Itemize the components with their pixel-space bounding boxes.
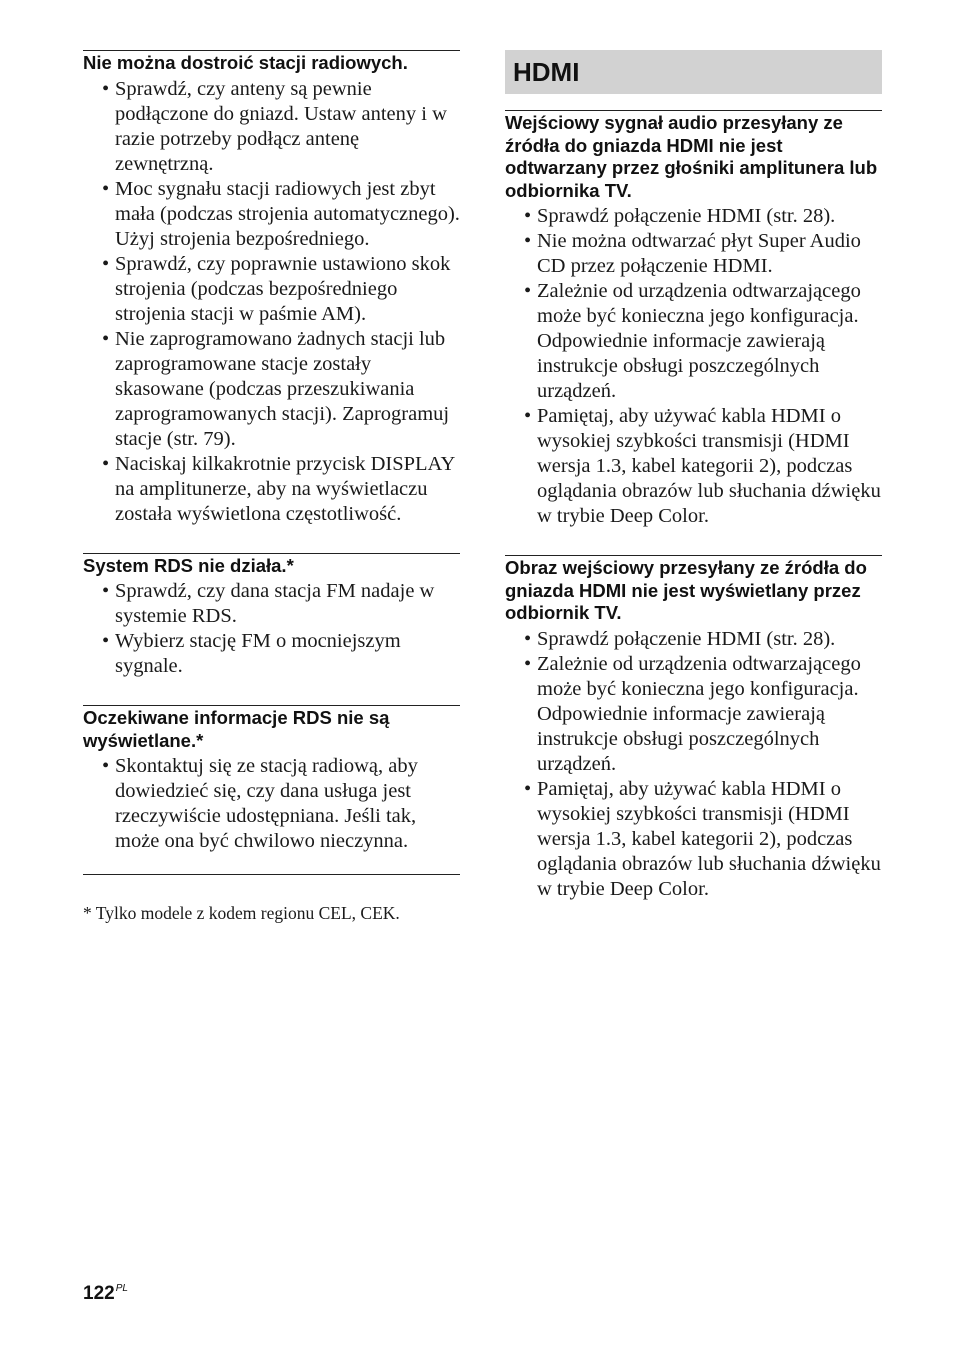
bullet-list [83,579,460,679]
section-heading: Oczekiwane informacje RDS nie są wyświetlane.* [83,707,390,751]
bullet-icon: • [102,580,110,602]
bullet-icon: • [102,327,110,350]
list-item: • Skontaktuj się ze stacją radiową, aby dowiedzieć się, czy dana usługa jest rzeczywiście udostępniana. Jeśli tak, może ona być chwilowo nieczynna. [102,755,418,852]
bullet-list [83,77,460,527]
page-number: $122^{PL}$ [83,1283,128,1304]
left-column [83,50,460,924]
language-marker: PL [115,1283,128,1294]
bullet-icon: • [524,627,532,650]
bullet-list [505,627,882,902]
list-item: • Zależnie od urządzenia odtwarzającego może być konieczna jego konfiguracja. Odpowiednie informacje zawierają instrukcje obsługi poszczególnych urządzeń. [524,652,861,775]
bullet-icon: • [524,652,532,675]
list-item: • Zależnie od urządzenia odtwarzającego może być konieczna jego konfiguracja. Odpowiednie informacje zawierają instrukcje obsługi poszczególnych urządzeń. [524,280,861,402]
divider [83,874,460,875]
bullet-list [83,754,460,854]
section-heading: Nie można dostroić stacji radiowych. [83,52,408,73]
bullet-list [505,204,882,529]
bullet-icon: • [524,205,532,227]
section-hdmi-video [505,555,882,902]
bullet-icon: • [524,777,532,800]
section-heading: Wejściowy sygnał audio przesyłany ze źródła do gniazda HDMI nie jest odtwarzany przez głośniki amplitunera lub odbiornika TV. [505,112,878,201]
list-item: • Wybierz stację FM o mocniejszym sygnale. [102,630,401,677]
footnote: * Tylko modele z kodem regionu CEL, CEK. [83,903,400,923]
section-rds [83,553,460,680]
list-item: • Sprawdź, czy dana stacja FM nadaje w systemie RDS. [102,580,435,627]
chapter-title-bar [505,50,882,94]
section-heading: System RDS nie działa.* [83,554,294,576]
section-tuning [83,50,460,527]
bullet-icon: • [102,452,110,475]
list-item: • Sprawdź, czy anteny są pewnie podłączone do gniazd. Ustaw anteny i w razie potrzeby podłącz antenę zewnętrzną. [102,77,447,175]
chapter-title: HDMI [513,56,580,87]
list-item: • Sprawdź połączenie HDMI (str. 28). [524,205,836,227]
bullet-icon: • [102,252,110,275]
list-item: • Nie można odtwarzać płyt Super Audio CD przez połączenie HDMI. [524,230,861,277]
bullet-icon: • [524,230,532,252]
list-item: • Pamiętaj, aby używać kabla HDMI o wysokiej szybkości transmisji (HDMI wersja 1.3, kabel kategorii 2), podczas oglądania obrazów lub słuchania dźwięku w trybie Deep Color. [524,405,881,527]
bullet-icon: • [102,177,110,200]
bullet-icon: • [102,630,110,652]
section-hdmi-audio [505,110,882,529]
section-rds-info [83,705,460,854]
bullet-icon: • [102,77,110,100]
right-column [505,50,882,902]
bullet-icon: • [524,280,532,302]
section-heading: Obraz wejściowy przesyłany ze źródła do gniazda HDMI nie jest wyświetlany przez odbiornik TV. [505,557,867,623]
list-item: • Sprawdź, czy poprawnie ustawiono skok strojenia (podczas bezpośredniego strojenia stacji w paśmie AM). [102,252,451,325]
list-item: • Moc sygnału stacji radiowych jest zbyt mała (podczas strojenia automatycznego). Użyj strojenia bezpośredniego. [102,177,460,250]
list-item: • Pamiętaj, aby używać kabla HDMI o wysokiej szybkości transmisji (HDMI wersja 1.3, kabel kategorii 2), podczas oglądania obrazów lub słuchania dźwięku w trybie Deep Color. [524,777,881,900]
bullet-icon: • [102,755,110,777]
list-item: • Sprawdź połączenie HDMI (str. 28). [524,627,836,650]
bullet-icon: • [524,405,532,427]
list-item: • Nie zaprogramowano żadnych stacji lub zaprogramowane stacje zostały skasowane (podczas przeszukiwania zaprogramowanych stacji). Zaprogramuj stacje (str. 79). [102,327,450,450]
list-item: • Naciskaj kilkakrotnie przycisk DISPLAY na amplitunerze, aby na wyświetlaczu została wyświetlona częstotliwość. [102,452,455,525]
